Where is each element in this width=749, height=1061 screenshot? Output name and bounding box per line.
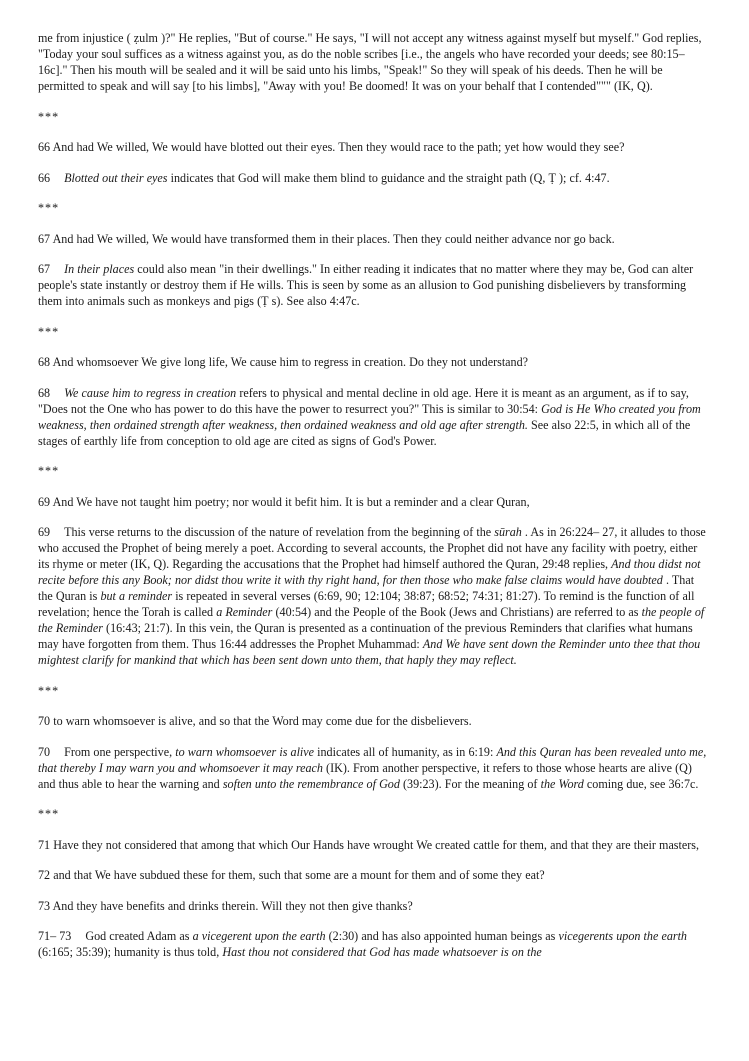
commentary-69-italic-1: sūrah (494, 525, 522, 539)
verse-66 (38, 139, 709, 155)
commentary-70-italic-2: And this Quran has been revealed unto me, that thereby I may warn you and whomsoever it may reach (38, 744, 707, 775)
commentary-70-italic-1: to warn whomsoever is alive (175, 744, 315, 759)
commentary-71-73-part-3: (6:165; 35:39); humanity is thus told, (38, 945, 223, 959)
verse-69-text: And We have not taught him poetry; nor would it befit him. It is but a reminder and a clear Quran, (52, 494, 530, 509)
commentary-69-italic-6: And We have sent down the Reminder unto thee that thou mightest clarify for mankind that which has been sent down unto them, that haply they may reflect. (38, 637, 701, 667)
commentary-69-part-3: . That the Quran is (38, 573, 695, 603)
commentary-69-part-4: is repeated in several verses (6:69, 90; 12:104; 38:87; 68:52; 74:31; 81:27). To remind is the function of all revelation; hence the Torah is called (38, 589, 695, 619)
section-separator: *** (38, 109, 60, 124)
commentary-69-part-5: (40:54) and the People of the Book (Jews and Christians) are referred to as (272, 605, 642, 619)
commentary-69-italic-2: And thou didst not recite before this any Book; nor didst thou write it with thy right hand, for then those who make false claims would have doubted (38, 557, 701, 587)
verse-71-text: Have they not considered that among that which Our Hands have wrought We created cattle for them, and that they are their masters, (53, 837, 699, 852)
commentary-70-italic-4: the Word (540, 776, 584, 791)
commentary-69-part-6: (16:43; 21:7). In this vein, the Quran is presented as a continuation of the previous Reminders that clarifies what humans may have forgotten from them. Thus 16:44 addresses the Prophet Muhammad: (38, 621, 693, 651)
commentary-67-rest: could also mean "in their dwellings." In either reading it indicates that no matter where they may be, God can alter people's state instantly or destroy them if He wills. This is seen by some as an allusion to God punishing disbelievers by transforming them into animals such as monkeys and pigs (Ṭ s). See also 4:47c. (38, 262, 694, 308)
commentary-70-part-2: indicates all of humanity, as in 6:19: (314, 744, 497, 759)
commentary-70-number: 70 (38, 744, 51, 759)
section-separator: *** (38, 324, 60, 339)
commentary-69 (38, 524, 709, 668)
section-separator: *** (38, 464, 60, 478)
commentary-70 (38, 744, 709, 792)
verse-73-number: 73 (38, 898, 51, 913)
commentary-69-part-2: . As in 26:224– 27, it alludes to those who accused the Prophet of being merely a poet. According to several accounts, the Prophet did not have any facility with poetry, either its rhyme or meter (IK, Q). Regarding the accusations that the Prophet had himself authored the Quran, 29:48 replies, (38, 525, 706, 571)
commentary-67-number: 67 (38, 262, 51, 276)
section-separator: *** (38, 201, 60, 215)
commentary-68-number: 68 (38, 385, 51, 400)
verse-68 (38, 354, 709, 370)
commentary-69-italic-3: but a reminder (100, 589, 173, 603)
commentary-70-part-5: coming due, see 36:7c. (583, 776, 699, 791)
commentary-69-italic-5: the people of the Reminder (38, 605, 705, 635)
verse-70-number: 70 (38, 714, 51, 728)
commentary-66-number: 66 (38, 170, 51, 185)
opening-paragraph (38, 30, 709, 94)
commentary-70-part-1: From one perspective, (64, 744, 176, 759)
commentary-67 (38, 261, 709, 309)
commentary-69-italic-4: a Reminder (216, 605, 273, 619)
commentary-68-italic-1: We cause him to regress in creation (64, 385, 237, 400)
commentary-70-part-4: (39:23). For the meaning of (399, 776, 541, 791)
commentary-66 (38, 170, 709, 186)
commentary-70-italic-3: soften unto the remembrance of God (222, 776, 400, 791)
commentary-71-73-part-1: God created Adam as (85, 929, 193, 943)
commentary-69-number: 69 (38, 525, 51, 539)
verse-71 (38, 837, 709, 853)
verse-71-number: 71 (38, 837, 51, 852)
commentary-68 (38, 385, 709, 449)
verse-70-text: to warn whomsoever is alive, and so that the Word may come due for the disbelievers. (53, 714, 472, 728)
commentary-71-73-number: 71– 73 (38, 929, 72, 943)
verse-69 (38, 494, 709, 510)
verse-67 (38, 231, 709, 247)
commentary-66-italic-1: Blotted out their eyes (64, 170, 168, 185)
verse-68-text: And whomsoever We give long life, We cause him to regress in creation. Do they not understand? (52, 355, 529, 369)
opening-paragraph-text: me from injustice ( ẓulm )?" He replies, "But of course." He says, "I will not accept any witness against myself but myself." God replies, "Today your soul suffices as a witness against you, as do the noble scribes [i.e., the angels who have recorded your deeds; see 80:15– 16c]." Then his mouth will be sealed and it will be said unto his limbs, "Speak!" So they will speak of his deeds. Then he will be permitted to speak and will say [to his limbs], "Away with you! Be doomed! It was on your behalf that I contended""" (IK, Q). (38, 31, 702, 93)
commentary-68-part-2: See also 22:5, in which all of the stages of earthly life from conception to old age are cited as signs of God's Power. (38, 417, 691, 448)
verse-72-number: 72 (38, 868, 51, 882)
commentary-71-73-italic-1: a vicegerent upon the earth (192, 929, 326, 943)
verse-69-number: 69 (38, 494, 51, 509)
verse-66-number: 66 (38, 140, 51, 154)
section-separator: *** (38, 683, 60, 698)
commentary-68-italic-2: God is He Who created you from weakness, then ordained strength after weakness, then ordained weakness and old age after strength. (38, 401, 701, 432)
verse-68-number: 68 (38, 355, 51, 369)
verse-70 (38, 713, 709, 729)
commentary-67-italic-1: In their places (64, 262, 135, 276)
commentary-71-73-italic-3: Hast thou not considered that God has made whatsoever is on the (222, 945, 542, 959)
commentary-66-rest: indicates that God will make them blind to guidance and the straight path (Q, Ṭ ); cf. 4:47. (167, 170, 610, 185)
commentary-70-part-3: (IK). From another perspective, it refers to those whose hearts are alive (Q) and thus able to hear the warning and (38, 760, 692, 791)
commentary-69-part-1: This verse returns to the discussion of the nature of revelation from the beginning of the (64, 525, 495, 539)
commentary-71-73 (38, 928, 709, 960)
verse-67-text: And had We willed, We would have transformed them in their places. Then they could neither advance nor go back. (52, 231, 615, 246)
verse-67-number: 67 (38, 231, 51, 246)
commentary-68-part-1: refers to physical and mental decline in old age. Here it is meant as an argument, as if to say, "Does not the One who has power to do this have the power to resurrect you?" This is similar to 30:54: (38, 385, 689, 416)
verse-72-text: and that We have subdued these for them, such that some are a mount for them and of some they eat? (53, 868, 545, 882)
verse-73-text: And they have benefits and drinks therein. Will they not then give thanks? (52, 898, 413, 913)
commentary-71-73-part-2: (2:30) and has also appointed human beings as (325, 929, 559, 943)
commentary-71-73-italic-2: vicegerents upon the earth (558, 929, 687, 943)
verse-73 (38, 898, 709, 914)
verse-66-text: And had We willed, We would have blotted out their eyes. Then they would race to the path; yet how would they see? (52, 140, 625, 154)
verse-72 (38, 867, 709, 883)
section-separator: *** (38, 807, 60, 821)
